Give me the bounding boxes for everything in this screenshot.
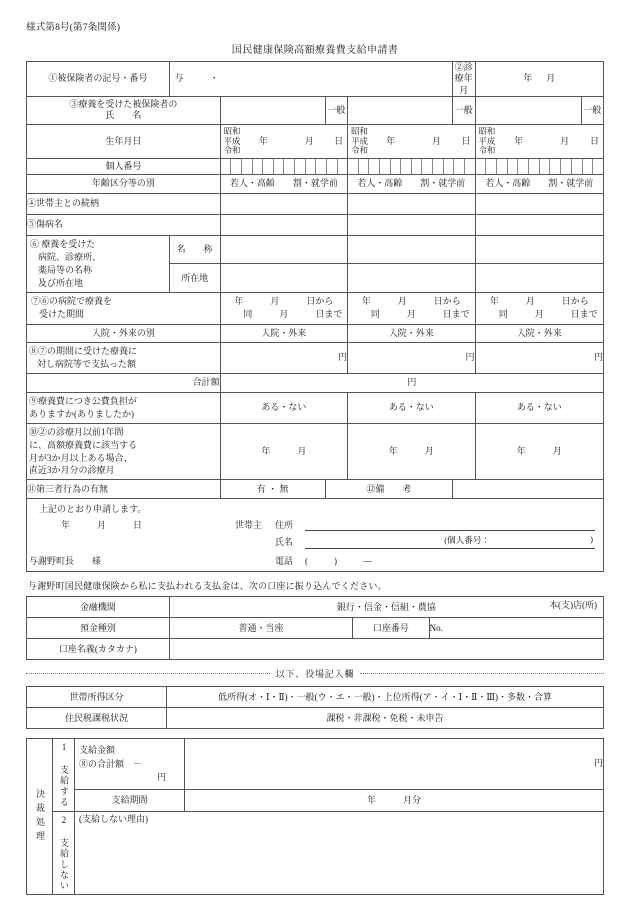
- main-form-table: [26, 61, 604, 499]
- field-treatment-period-3[interactable]: [475, 292, 603, 324]
- value-separator: ・: [209, 73, 219, 84]
- label-treatment-period: [27, 292, 221, 324]
- field-birthdate-person3[interactable]: [475, 124, 603, 158]
- declaration-block: [26, 499, 604, 572]
- era-heisei-2: 平成: [351, 136, 368, 146]
- label-account-holder: 口座名義(カタカナ): [27, 639, 170, 660]
- label-treatment-period-line2: 受けた期間: [39, 309, 85, 320]
- row-treatment-period: [27, 292, 604, 324]
- bd-month-1: 月: [304, 135, 314, 146]
- field-relationship-1[interactable]: [220, 193, 347, 214]
- field-treatment-period-2[interactable]: [348, 292, 475, 324]
- decision-row-reason: [27, 811, 604, 894]
- mynumber-cell[interactable]: [540, 159, 551, 174]
- row-birthdate: [27, 124, 604, 158]
- label-birthdate: 生年月日: [27, 124, 221, 158]
- period-to-1: 同 月 日まで: [243, 309, 343, 320]
- mynumber-cell[interactable]: [221, 159, 232, 174]
- field-institution-name-2[interactable]: [348, 235, 475, 264]
- label-account-number: 口座番号: [353, 618, 429, 639]
- badge-ippan-3: 一般: [581, 96, 603, 124]
- mynumber-cell[interactable]: [561, 159, 572, 174]
- label-decision-process: [27, 739, 53, 895]
- period-from-2: 年 月 日から: [361, 295, 461, 306]
- mynumber-cell[interactable]: [316, 159, 327, 174]
- label-prior-months-line4: 直近3か月分の診療月: [29, 465, 115, 476]
- label-insured-name: [27, 96, 221, 124]
- field-birthdate-person1[interactable]: [220, 124, 347, 158]
- field-relationship-2[interactable]: [348, 193, 475, 214]
- label-mynumber-close: ): [590, 534, 593, 545]
- unit-yen-3: 円: [593, 352, 603, 363]
- label-resident-tax: 住民税課税状況: [27, 708, 167, 729]
- mynumber-cells-2[interactable]: [348, 159, 474, 174]
- label-bank-institution: 金融機関: [27, 597, 170, 618]
- label-nopay-decision: [53, 811, 75, 894]
- field-paid-amount-1[interactable]: [220, 342, 347, 373]
- label-insured-name-line1: ③療養を受けた被保険者の: [69, 99, 178, 109]
- ym-year: 年: [523, 73, 533, 84]
- label-payment-amount-line3: 円: [156, 771, 166, 782]
- label-insured-symbol-number: ①被保険者の記号・番号: [27, 62, 170, 97]
- bank-row-account-type: [27, 618, 604, 639]
- office-use-table: [26, 686, 604, 729]
- label-institution-line4: 及び所在地: [38, 277, 84, 288]
- field-prior-months-1[interactable]: 年 月: [220, 424, 347, 480]
- label-payment-amount-line2: ⑧の合計額 －: [79, 758, 143, 769]
- field-nopay-reason[interactable]: [75, 811, 604, 894]
- mayor-addressee: 与謝野町長 様: [29, 556, 102, 567]
- field-disease-name-2[interactable]: [348, 214, 475, 235]
- divider-dots-left: [26, 673, 270, 674]
- mynumber-cells-3[interactable]: [476, 159, 603, 174]
- label-institution-line3: 薬局等の名称: [38, 264, 93, 275]
- unit-yen-1: 円: [338, 352, 348, 363]
- bd-year-1: 年: [258, 135, 268, 146]
- divider-label: 以下、役場記入欄: [275, 669, 355, 680]
- label-address: 住所: [275, 520, 294, 531]
- ym-month: 月: [546, 73, 556, 84]
- unit-yen-total: 円: [407, 377, 417, 388]
- mynumber-cell[interactable]: [338, 159, 348, 174]
- label-prior-months: [27, 424, 221, 480]
- unit-yen-payment: 円: [593, 758, 603, 769]
- bd-day-2: 日: [461, 135, 471, 146]
- field-mynumber-person1[interactable]: [220, 158, 347, 174]
- mynumber-cell[interactable]: [444, 159, 455, 174]
- field-mynumber-person2[interactable]: [348, 158, 475, 174]
- mynumber-cell[interactable]: [486, 159, 497, 174]
- mynumber-cell[interactable]: [274, 159, 285, 174]
- label-paid-amount-line1: ⑧⑦の期間に受けた療養に: [29, 345, 138, 356]
- row-age-category: [27, 174, 604, 193]
- field-disease-name-1[interactable]: [220, 214, 347, 235]
- field-institution-address-3[interactable]: [475, 264, 603, 293]
- label-mynumber-inline: (個人番号：: [444, 535, 491, 546]
- field-relationship-3[interactable]: [475, 193, 603, 214]
- decision-row-period: [27, 789, 604, 811]
- mynumber-cell[interactable]: [454, 159, 465, 174]
- mynumber-cell[interactable]: [550, 159, 561, 174]
- mynumber-cell[interactable]: [242, 159, 253, 174]
- era-reiwa-3: 令和: [478, 145, 496, 155]
- mynumber-cell[interactable]: [433, 159, 444, 174]
- period-from-3: 年 月 日から: [489, 295, 589, 306]
- field-institution-name-1[interactable]: [220, 235, 347, 264]
- label-institution-sub-address: 所在地: [169, 264, 220, 293]
- option-resident-tax[interactable]: 課税・非課税・免税・未申告: [167, 708, 604, 729]
- mynumber-cell[interactable]: [284, 159, 295, 174]
- option-inout-1[interactable]: 入院・外来: [220, 324, 347, 342]
- mynumber-cell[interactable]: [306, 159, 317, 174]
- row-insured-symbol-number: [27, 62, 604, 97]
- era-showa-2: 昭和: [351, 127, 368, 137]
- bd-month-3: 月: [560, 135, 570, 146]
- bd-month-2: 月: [432, 135, 442, 146]
- label-inpatient-outpatient: 入院・外来の別: [27, 324, 221, 342]
- row-mynumber: [27, 158, 604, 174]
- divider-dots-right: [360, 673, 604, 674]
- badge-ippan-2: 一般: [453, 96, 475, 124]
- mynumber-cell[interactable]: [412, 159, 423, 174]
- field-treatment-year-month[interactable]: [475, 62, 603, 97]
- label-payment-period: 支給期間: [75, 789, 185, 811]
- nopay-decision-vertical-text: 2 支給しない: [59, 814, 69, 891]
- bank-row-institution: [27, 597, 604, 618]
- field-telephone[interactable]: [305, 556, 595, 566]
- mynumber-cell[interactable]: [369, 159, 380, 174]
- era-showa-3: 昭和: [478, 127, 496, 137]
- field-account-holder[interactable]: [169, 639, 603, 660]
- label-prior-months-line1: ⑩②の診療月以前1年間: [29, 427, 124, 438]
- label-treatment-month: ②診療年月: [453, 62, 475, 97]
- era-stack-1: [224, 127, 241, 155]
- badge-ippan-1: 一般: [325, 96, 347, 124]
- mynumber-cell[interactable]: [348, 159, 359, 174]
- bd-year-3: 年: [513, 135, 523, 146]
- label-prior-months-line2: に、高額療養費に該当する: [29, 439, 138, 450]
- label-telephone: 電話: [275, 556, 294, 567]
- unit-yen-2: 円: [465, 352, 475, 363]
- tel-dash: ―: [363, 555, 372, 566]
- label-insured-name-line2: 氏 名: [105, 110, 142, 121]
- bd-day-3: 日: [589, 135, 599, 146]
- decision-table: [26, 738, 604, 895]
- value-prefix: 与: [174, 73, 184, 84]
- mynumber-cell[interactable]: [508, 159, 519, 174]
- mynumber-cell[interactable]: [593, 159, 603, 174]
- field-name-person1[interactable]: [220, 96, 325, 124]
- row-public-expense: [27, 393, 604, 424]
- label-age-category: 年齢区分等の別: [27, 174, 221, 193]
- field-prior-months-3[interactable]: 年 月: [475, 424, 603, 480]
- field-name-person3[interactable]: [475, 96, 581, 124]
- label-institution-line1: ⑥ 療養を受けた: [30, 238, 96, 249]
- row-total-amount: [27, 374, 604, 393]
- option-age-category-3[interactable]: 若人・高齢 割・就学前: [475, 174, 603, 193]
- mynumber-cell[interactable]: [422, 159, 433, 174]
- mynumber-cell[interactable]: [401, 159, 412, 174]
- field-remarks[interactable]: [453, 480, 604, 499]
- mynumber-cell[interactable]: [518, 159, 529, 174]
- option-bank-type[interactable]: 銀行・信金・信組・農協: [336, 601, 436, 612]
- option-age-category-1[interactable]: 若人・高齢 割・就学前: [220, 174, 347, 193]
- mynumber-cell[interactable]: [583, 159, 594, 174]
- era-stack-2: [351, 127, 368, 155]
- era-stack-3: [479, 127, 496, 155]
- mynumber-cell[interactable]: [465, 159, 475, 174]
- label-paid-amount-line2: 対し病院等で支払った額: [37, 358, 137, 369]
- label-treatment-period-line1: ⑦⑥の病院で療養を: [31, 295, 113, 306]
- mynumber-cell[interactable]: [391, 159, 402, 174]
- period-from-1: 年 月 日から: [234, 295, 334, 306]
- label-income-category: 世帯所得区分: [27, 687, 167, 708]
- field-institution-name-3[interactable]: [475, 235, 603, 264]
- option-inout-3[interactable]: 入院・外来: [475, 324, 603, 342]
- field-total-amount[interactable]: [220, 374, 603, 393]
- field-insured-symbol-number[interactable]: [169, 62, 452, 97]
- label-payment-amount: [75, 739, 185, 790]
- pay-decision-vertical-text: 1 支給する: [59, 742, 69, 808]
- label-third-party-act: ⑪第三者行為の有無: [27, 480, 221, 499]
- decision-row-amount: [27, 739, 604, 790]
- label-name: 氏名: [275, 537, 294, 548]
- decision-process-vertical-text: 決裁処理: [35, 788, 45, 845]
- bd-day-1: 日: [334, 135, 344, 146]
- label-public-expense-line2: ありますか(ありましたか): [29, 409, 134, 420]
- bank-row-account-holder: [27, 639, 604, 660]
- label-institution: [27, 235, 170, 292]
- field-name[interactable]: [305, 535, 595, 549]
- mynumber-cell[interactable]: [497, 159, 508, 174]
- era-reiwa-2: 令和: [351, 145, 368, 155]
- bd-year-2: 年: [386, 135, 396, 146]
- row-third-party-act: [27, 480, 604, 499]
- row-disease-name: [27, 214, 604, 235]
- label-nopay-reason: (支給しない理由): [79, 813, 148, 824]
- option-income-category[interactable]: 低所得(オ・Ⅰ・Ⅱ)・一般(ウ・エ・一般)・上位所得(ア・イ・Ⅰ・Ⅱ・Ⅲ)・多数・合算: [167, 687, 604, 708]
- form-number: 様式第8号(第7条関係): [26, 23, 121, 33]
- office-use-divider: [26, 667, 604, 680]
- label-disease-name: ⑤傷病名: [27, 214, 221, 235]
- label-remarks: ⑫備 考: [325, 480, 452, 499]
- tel-paren-open: (: [305, 555, 308, 566]
- period-to-3: 同 月 日まで: [498, 309, 598, 320]
- field-treatment-period-1[interactable]: [220, 292, 347, 324]
- label-relationship: ④世帯主との続柄: [27, 193, 221, 214]
- declaration-statement: 上記のとおり申請します。: [39, 504, 147, 515]
- field-paid-amount-2[interactable]: [348, 342, 475, 373]
- era-heisei-3: 平成: [478, 136, 496, 146]
- row-prior-months: [27, 424, 604, 480]
- office-row-resident-tax: [27, 708, 604, 729]
- mynumber-cell[interactable]: [572, 159, 583, 174]
- office-row-income-category: [27, 687, 604, 708]
- field-name-person2[interactable]: [348, 96, 453, 124]
- label-public-expense-line1: ⑨療養費につき公費負担が: [29, 396, 137, 407]
- field-account-number[interactable]: No.: [429, 618, 603, 639]
- row-relationship: [27, 193, 604, 214]
- mynumber-cell[interactable]: [380, 159, 391, 174]
- field-paid-amount-3[interactable]: [475, 342, 603, 373]
- label-prior-months-line3: 月が3か月以上ある場合、: [29, 452, 133, 463]
- row-insured-name: [27, 96, 604, 124]
- mynumber-cell[interactable]: [359, 159, 370, 174]
- field-address[interactable]: [305, 518, 595, 531]
- label-account-type: 預金種別: [27, 618, 170, 639]
- tel-paren-close: ): [334, 555, 337, 566]
- mynumber-cell[interactable]: [263, 159, 274, 174]
- option-third-party-act[interactable]: 有 ・ 無: [220, 480, 325, 499]
- field-birthdate-person2[interactable]: [348, 124, 475, 158]
- option-account-type[interactable]: 普通・当座: [169, 618, 352, 639]
- label-payment-amount-line1: 支給金額: [79, 745, 116, 756]
- row-institution-name: [27, 235, 604, 264]
- field-institution-address-2[interactable]: [348, 264, 475, 293]
- label-institution-line2: 病院、診療所、: [38, 251, 102, 262]
- mynumber-cell[interactable]: [231, 159, 242, 174]
- mynumber-cell[interactable]: [295, 159, 306, 174]
- declaration-date[interactable]: 年 月 日: [61, 520, 143, 531]
- label-pay-decision: [53, 739, 75, 812]
- row-inpatient-outpatient: [27, 324, 604, 342]
- row-paid-amount: [27, 342, 604, 373]
- era-heisei-1: 平成: [223, 136, 241, 146]
- option-public-expense-1[interactable]: ある・ない: [220, 393, 347, 424]
- label-total-amount: 合計額: [27, 374, 221, 393]
- mynumber-cell[interactable]: [327, 159, 338, 174]
- mynumber-cell[interactable]: [476, 159, 487, 174]
- field-bank-institution[interactable]: [169, 597, 603, 618]
- mynumber-cells-1[interactable]: [221, 159, 347, 174]
- field-disease-name-3[interactable]: [475, 214, 603, 235]
- label-mynumber: 個人番号: [27, 158, 221, 174]
- label-branch: 本(支)店(所): [549, 600, 597, 611]
- field-payment-amount[interactable]: [185, 739, 604, 790]
- option-age-category-2[interactable]: 若人・高齢 割・就学前: [348, 174, 475, 193]
- option-public-expense-2[interactable]: ある・ない: [348, 393, 475, 424]
- mynumber-cell[interactable]: [529, 159, 540, 174]
- page-title: 国民健康保険高額療養費支給申請書: [231, 45, 399, 56]
- option-inout-2[interactable]: 入院・外来: [348, 324, 475, 342]
- bank-intro: 与謝野町国民健康保険から私に支払われる支払金は、次の口座に振り込んでください。: [28, 581, 387, 592]
- era-showa-1: 昭和: [223, 127, 241, 137]
- period-to-2: 同 月 日まで: [370, 309, 470, 320]
- label-paid-amount: [27, 342, 221, 373]
- mynumber-cell[interactable]: [253, 159, 264, 174]
- field-mynumber-person3[interactable]: [475, 158, 603, 174]
- label-householder: 世帯主: [235, 520, 263, 531]
- field-institution-address-1[interactable]: [220, 264, 347, 293]
- field-prior-months-2[interactable]: 年 月: [348, 424, 475, 480]
- label-public-expense: [27, 393, 221, 424]
- bank-table: [26, 596, 604, 660]
- label-institution-sub-name: 名 称: [169, 235, 220, 264]
- era-reiwa-1: 令和: [223, 145, 241, 155]
- option-public-expense-3[interactable]: ある・ない: [475, 393, 603, 424]
- field-payment-period[interactable]: 年 月分: [185, 789, 604, 811]
